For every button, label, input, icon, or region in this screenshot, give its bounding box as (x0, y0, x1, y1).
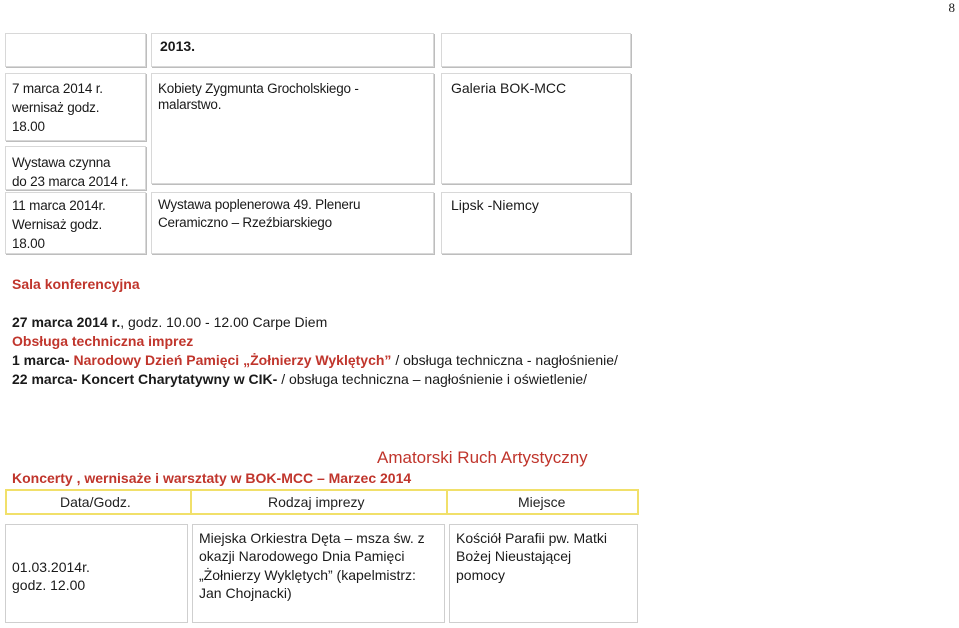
schedule-row-date-line: 7 marca 2014 r. (12, 81, 103, 96)
amateur-subheading: Koncerty , wernisaże i warsztaty w BOK-MCC – Marzec 2014 (12, 470, 412, 486)
schedule-row-date-line: Wernisaż godz. (12, 217, 102, 232)
amateur-row-place-line: Kościół Parafii pw. Matki (456, 530, 607, 546)
amateur-heading: Amatorski Ruch Artystyczny (377, 448, 588, 467)
open-note-line: Wystawa czynna (12, 155, 111, 170)
amateur-row-event-line: Jan Chojnacki) (199, 585, 292, 601)
conference-line (12, 313, 327, 332)
column-header-date: Data/Godz. (60, 494, 131, 510)
tech-item-date: 1 marca- (12, 352, 74, 368)
tech-item (12, 351, 618, 370)
amateur-row-event-line: Miejska Orkiestra Dęta – msza św. z (199, 530, 425, 546)
schedule-cell-empty (441, 33, 631, 67)
conference-heading: Sala konferencyjna (12, 276, 140, 292)
conference-date: 27 marca 2014 r. (12, 314, 121, 330)
tech-service-heading: Obsługa techniczna imprez (12, 333, 194, 349)
schedule-row-date-line: wernisaż godz. (12, 100, 100, 115)
amateur-row-date: 01.03.2014r. (12, 559, 90, 575)
amateur-row-time: godz. 12.00 (12, 577, 86, 593)
column-header-event: Rodzaj imprezy (268, 494, 365, 510)
schedule-row-place: Galeria BOK-MCC (451, 80, 567, 96)
schedule-row-title-line: Ceramiczno – Rzeźbiarskiego (158, 215, 332, 230)
tech-item-event: Narodowy Dzień Pamięci „Żołnierzy Wyklętych” (73, 352, 392, 368)
schedule-row-date-line: 11 marca 2014r. (12, 198, 106, 213)
open-note-line: do 23 marca 2014 r. (12, 174, 129, 189)
amateur-row-place-line: pomocy (456, 567, 506, 583)
page-number: 8 (948, 0, 955, 15)
schedule-row-title-line: Wystawa poplenerowa 49. Pleneru (158, 197, 361, 212)
tech-item (12, 370, 587, 389)
amateur-row-place-line: Bożej Nieustającej (456, 548, 572, 564)
tech-item-desc: / obsługa techniczna – nagłośnienie i oświetlenie/ (281, 371, 588, 387)
amateur-row-event-line: okazji Narodowego Dnia Pamięci (199, 548, 405, 564)
tech-item-event: 22 marca- Koncert Charytatywny w CIK- (12, 371, 282, 387)
schedule-row-date-line: 18.00 (12, 236, 45, 251)
column-header-place: Miejsce (518, 494, 566, 510)
conference-time: , godz. 10.00 - 12.00 Carpe Diem (120, 314, 328, 330)
amateur-row-event-line: „Żołnierzy Wyklętych” (kapelmistrz: (199, 567, 416, 583)
schedule-row-title-line: Kobiety Zygmunta Grocholskiego - (158, 81, 359, 96)
schedule-row-title-line: malarstwo. (158, 97, 222, 112)
schedule-row-date-line: 18.00 (12, 119, 45, 134)
tech-item-desc: / obsługa techniczna - nagłośnienie/ (391, 352, 618, 368)
year-fragment: 2013. (160, 38, 196, 54)
schedule-cell-empty (5, 33, 146, 67)
schedule-row-place: Lipsk -Niemcy (451, 197, 539, 213)
